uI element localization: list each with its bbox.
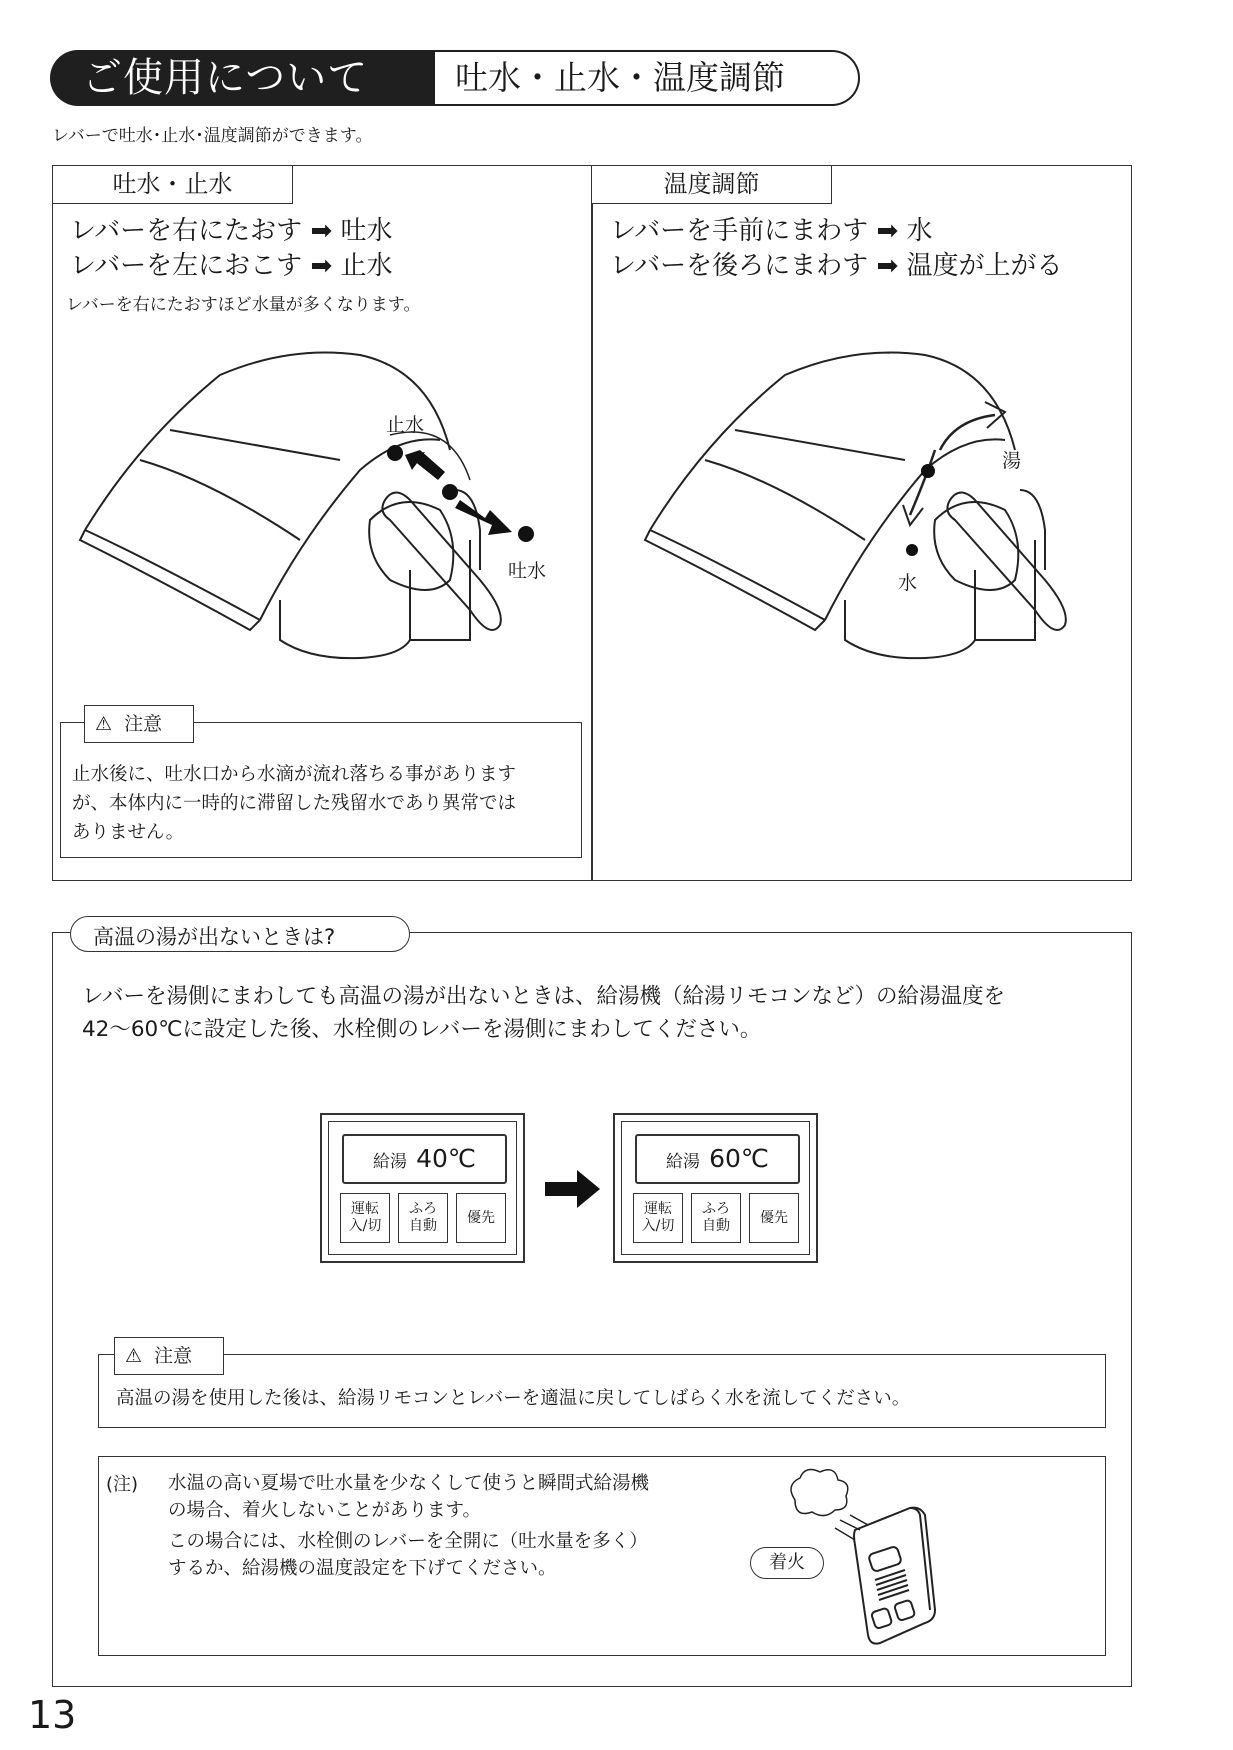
btn-label: ふろ — [702, 1201, 730, 1217]
remote-after-priority-button[interactable] — [749, 1193, 799, 1243]
header — [50, 50, 860, 106]
remote-before-priority-button[interactable] — [456, 1193, 506, 1243]
intro-text: レバーで吐水･止水･温度調節ができます。 — [52, 126, 373, 146]
remote-after-label: 給湯 — [666, 1152, 700, 1172]
btn-label: 入/切 — [348, 1218, 382, 1234]
caution-line-2: が、本体内に一時的に滞留した残留水であり異常では — [72, 793, 517, 814]
hot-text-line-1: レバーを湯側にまわしても高温の湯が出ないときは、給湯機（給湯リモコンなど）の給湯温度を — [82, 984, 1005, 1009]
note-line-4: するか、給湯機の温度設定を下げてください。 — [168, 1558, 557, 1579]
caution-title-hot: 注意 — [154, 1345, 193, 1367]
panel-divider — [591, 165, 593, 881]
remote-before-power-button[interactable] — [340, 1193, 390, 1243]
label-flow: 吐水 — [508, 560, 547, 582]
caution-line-1: 止水後に、吐水口から水滴が流れ落ちる事があります — [72, 764, 517, 785]
faucet-lever-illustration-left — [60, 340, 580, 670]
hot-section-title: 高温の湯が出ないときは? — [93, 925, 336, 949]
page-title: ご使用について — [50, 50, 435, 106]
temp-instruction-2: レバーを後ろにまわす ➡ 温度が上がる — [610, 251, 1063, 281]
warning-icon: ⚠ — [125, 1345, 143, 1367]
faucet-lever-illustration-right — [625, 340, 1085, 670]
caution-title-left: 注意 — [124, 713, 163, 735]
btn-label: 自動 — [702, 1218, 730, 1234]
remote-after-temp: 60℃ — [709, 1144, 769, 1173]
label-cold: 水 — [898, 572, 918, 594]
remote-after-bath-button[interactable] — [691, 1193, 741, 1243]
remote-before-temp: 40℃ — [416, 1144, 476, 1173]
hot-section-text — [82, 980, 1005, 1046]
temp-instruction-1: レバーを手前にまわす ➡ 水 — [610, 216, 933, 246]
caution-tab-hot — [114, 1337, 224, 1375]
remote-before — [320, 1113, 525, 1263]
page-subtitle: 吐水・止水・温度調節 — [435, 50, 860, 106]
btn-label: ふろ — [409, 1201, 437, 1217]
note-line-2: の場合、着火しないことがあります。 — [168, 1500, 482, 1521]
note-line-3: この場合には、水栓側のレバーを全開に（吐水量を多く） — [168, 1531, 648, 1552]
note-line-1: 水温の高い夏場で吐水量を少なくして使うと瞬間式給湯機 — [168, 1473, 650, 1494]
remote-before-display — [342, 1134, 507, 1184]
caution-text-left — [72, 760, 516, 847]
water-heater-icon — [780, 1460, 970, 1650]
flow-instruction-2: レバーを左におこす ➡ 止水 — [70, 251, 393, 281]
btn-label: 優先 — [467, 1209, 495, 1226]
btn-label: 優先 — [760, 1209, 788, 1226]
arrow-right-icon — [545, 1170, 600, 1208]
remote-after — [613, 1113, 818, 1263]
flow-note: レバーを右にたおすほど水量が多くなります。 — [66, 295, 421, 315]
note-prefix: (注) — [106, 1474, 139, 1495]
caution-tab-left — [84, 705, 194, 743]
remote-before-label: 給湯 — [373, 1152, 407, 1172]
label-stop: 止水 — [386, 414, 425, 436]
flow-instruction-1: レバーを右にたおす ➡ 吐水 — [70, 216, 393, 246]
caution-text-hot: 高温の湯を使用した後は、給湯リモコンとレバーを適温に戻してしばらく水を流してください。 — [116, 1388, 911, 1409]
ignite-label: 着火 — [769, 1552, 805, 1573]
caution-line-3: ありません。 — [72, 822, 185, 843]
label-hot: 湯 — [1002, 450, 1022, 472]
btn-label: 運転 — [351, 1201, 379, 1217]
tab-temperature: 温度調節 — [592, 166, 832, 204]
remote-before-bath-button[interactable] — [398, 1193, 448, 1243]
warning-icon: ⚠ — [95, 713, 113, 735]
btn-label: 自動 — [409, 1218, 437, 1234]
page-number: 13 — [28, 1693, 77, 1737]
remote-after-power-button[interactable] — [633, 1193, 683, 1243]
remote-after-display — [635, 1134, 800, 1184]
btn-label: 入/切 — [641, 1218, 675, 1234]
btn-label: 運転 — [644, 1201, 672, 1217]
note-text — [168, 1470, 649, 1582]
tab-flow-stop: 吐水・止水 — [53, 166, 293, 204]
hot-text-line-2: 42〜60℃に設定した後、水栓側のレバーを湯側にまわしてください。 — [82, 1017, 762, 1042]
hot-section-title-pill — [70, 916, 410, 952]
